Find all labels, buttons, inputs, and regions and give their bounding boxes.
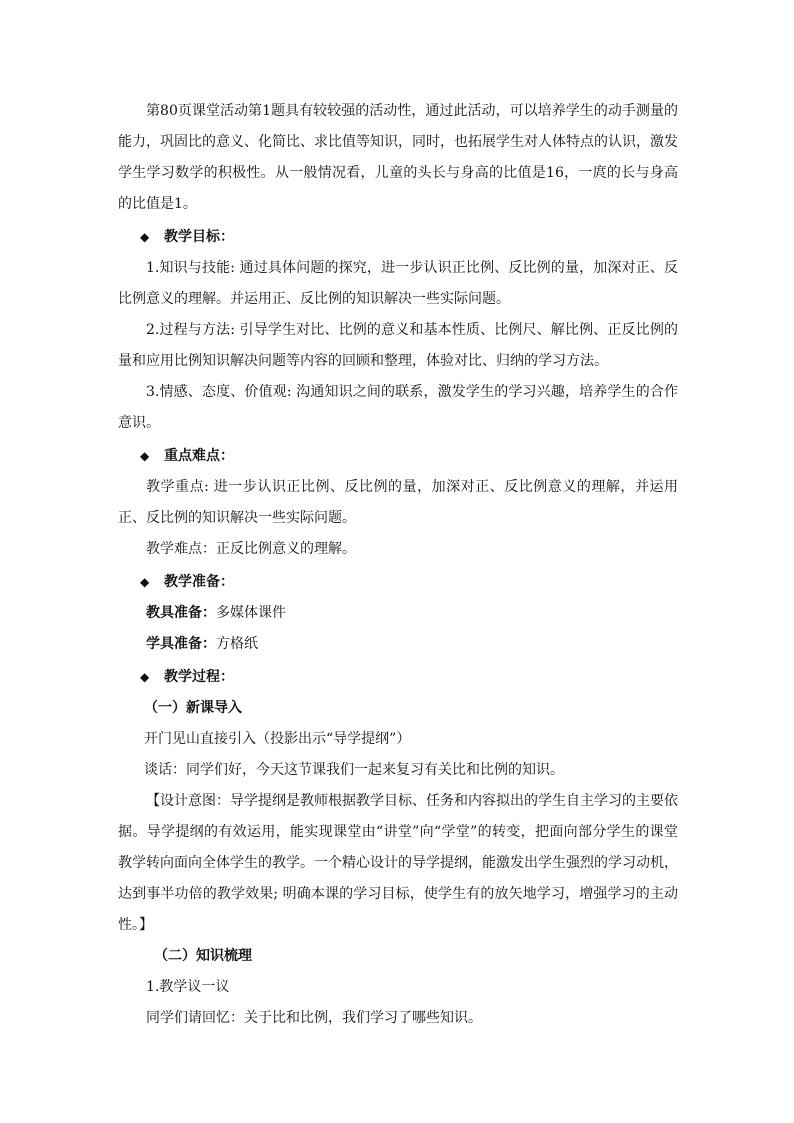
diamond-bullet-icon: ◆ xyxy=(140,230,150,244)
teaching-focus: 教学重点: 进一步认识正比例、反比例的量，加深对正、反比例意义的理解，并运用正、反比例的知识解决一些实际问题。 xyxy=(118,479,678,526)
section-new-lesson-line1: 开门见山直接引入（投影出示“导学提纲”） xyxy=(144,731,411,747)
student-preparation xyxy=(118,629,678,660)
goals-heading-text: 教学目标： xyxy=(164,229,234,245)
document-page xyxy=(118,96,678,1034)
diamond-bullet-icon: ◆ xyxy=(140,670,150,684)
keypoints-heading-text: 重点难点： xyxy=(164,448,234,464)
goal-item-knowledge: 1.知识与技能: 通过具体问题的探究，进一步认识正比例、反比例的量，加深对正、反比例意义的理解。并运用正、反比例的知识解决一些实际问题。 xyxy=(118,260,678,307)
intro-paragraph: 第80页课堂活动第1题具有较较强的活动性，通过此活动，可以培养学生的动手测量的能力，巩固比的意义、化简比、求比值等知识，同时，也拓展学生对人体特点的认识，激发学生学习数学的积极性。从一般情况看，儿童的头长与身高的比值是16，一庹的长与身高的比值是1。 xyxy=(118,103,678,212)
preparation-heading-text: 教学准备： xyxy=(164,574,234,590)
process-heading-text: 教学过程： xyxy=(164,669,234,685)
teacher-preparation-label: 教具准备： xyxy=(146,605,216,621)
design-intent-note: 【设计意图：导学提纲是教师根据教学目标、任务和内容拟出的学生自主学习的主要依据。导学提纲的有效运用，能实现课堂由“讲堂”向“学堂”的转变，把面向部分学生的课堂教学转向面向全体学生的教学。一个精心设计的导学提纲，能激发出学生强烈的学习动机，达到事半功倍的教学效果; 明确本课的学习目标，使学生有的放矢地学习，增强学习的主动性。】 xyxy=(118,793,678,933)
teaching-difficulty: 教学难点：正反比例意义的理解。 xyxy=(146,541,356,557)
process-heading xyxy=(118,662,678,693)
goal-item-process: 2.过程与方法: 引导学生对比、比例的意义和基本性质、比例尺、解比例、正反比例的量和应用比例知识解决问题等内容的回顾和整理，体验对比、归纳的学习方法。 xyxy=(118,322,678,369)
section-knowledge-review-item: 1.教学议一议 xyxy=(146,979,230,995)
preparation-heading xyxy=(118,567,678,598)
diamond-bullet-icon: ◆ xyxy=(140,449,150,463)
teacher-preparation-value: 多媒体课件 xyxy=(216,605,286,621)
goal-item-attitude: 3.情感、态度、价值观: 沟通知识之间的联系，激发学生的学习兴趣，培养学生的合作意识。 xyxy=(118,384,678,431)
keypoints-heading xyxy=(118,441,678,472)
goals-heading xyxy=(118,222,678,253)
teacher-preparation xyxy=(118,598,678,629)
student-preparation-label: 学具准备： xyxy=(146,636,216,652)
student-preparation-value: 方格纸 xyxy=(216,636,258,652)
section-knowledge-review-title: （二）知识梳理 xyxy=(154,948,252,964)
section-knowledge-review-line: 同学们请回忆：关于比和比例，我们学习了哪些知识。 xyxy=(146,1010,482,1026)
diamond-bullet-icon: ◆ xyxy=(140,575,150,589)
section-new-lesson-title: （一）新课导入 xyxy=(144,700,242,716)
section-new-lesson-line2: 谈话：同学们好，今天这节课我们一起来复习有关比和比例的知识。 xyxy=(144,762,564,778)
